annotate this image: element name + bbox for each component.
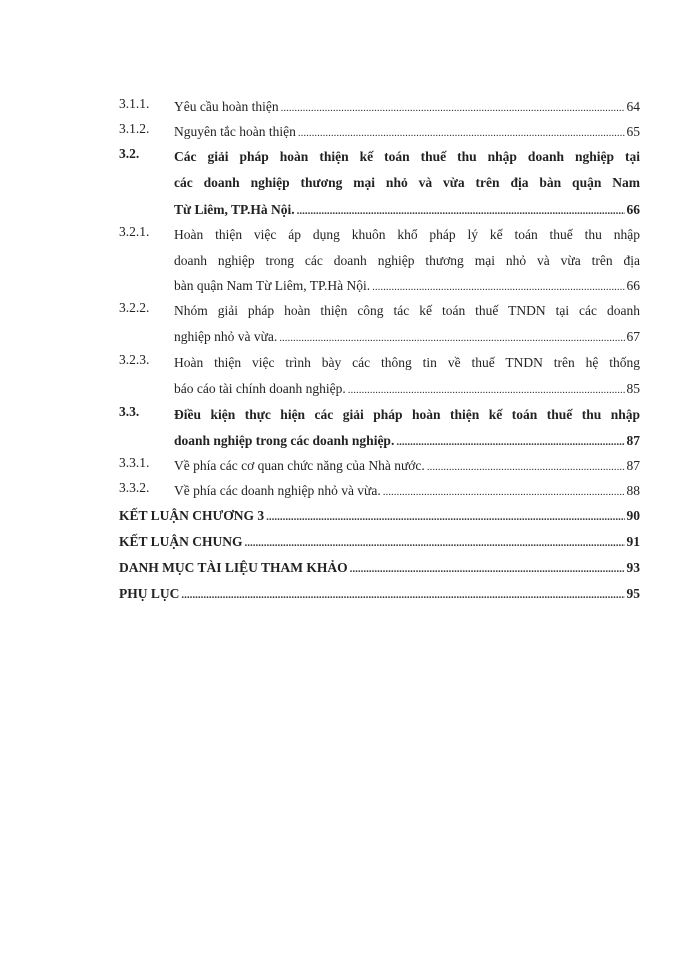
toc-line <box>174 404 640 425</box>
toc-title-line[interactable]: Các giải pháp hoàn thiện kế toán thuế thu nhập doanh nghiệp tại <box>174 149 640 164</box>
toc-title[interactable]: Về phía các doanh nghiệp nhỏ và vừa. <box>174 483 381 498</box>
toc-leader <box>279 328 624 349</box>
toc-page-number[interactable]: 91 <box>626 534 640 549</box>
toc-title[interactable]: Về phía các cơ quan chức năng của Nhà nước. <box>174 458 425 473</box>
toc-title-line[interactable]: các doanh nghiệp thương mại nhỏ và vừa trên địa bàn quận Nam <box>174 175 640 190</box>
toc-title[interactable]: Yêu cầu hoàn thiện <box>174 99 279 114</box>
toc-page-number[interactable]: 85 <box>626 381 640 396</box>
toc-leader <box>396 432 624 453</box>
toc-line <box>174 455 640 476</box>
toc-number: 3.2.2. <box>119 300 150 315</box>
toc-line <box>174 326 640 347</box>
toc-page-number[interactable]: 90 <box>626 508 640 523</box>
toc-title-line[interactable]: Điều kiện thực hiện các giải pháp hoàn thiện kế toán thuế thu nhập <box>174 407 640 422</box>
toc-page-number[interactable]: 95 <box>626 586 640 601</box>
toc-leader <box>181 585 624 606</box>
toc-leader <box>298 123 625 144</box>
toc-page-number[interactable]: 87 <box>626 458 640 473</box>
toc-page-number[interactable]: 67 <box>626 329 640 344</box>
toc-leader <box>350 559 625 580</box>
toc-title[interactable]: KẾT LUẬN CHƯƠNG 3 <box>119 508 265 523</box>
toc-page-number[interactable]: 64 <box>626 99 640 114</box>
toc-line <box>174 275 640 296</box>
toc-line <box>174 480 640 501</box>
toc-line <box>174 199 640 220</box>
toc-page-number[interactable]: 87 <box>626 433 640 448</box>
toc-number: 3.3. <box>119 404 140 419</box>
toc-line <box>119 531 640 552</box>
toc-line <box>119 557 640 578</box>
toc-line <box>119 583 640 604</box>
toc-number: 3.2.1. <box>119 224 150 239</box>
toc-page-number[interactable]: 65 <box>626 124 640 139</box>
toc-line <box>174 224 640 245</box>
toc-number: 3.3.1. <box>119 455 150 470</box>
toc-page-number[interactable]: 93 <box>626 560 640 575</box>
toc-line <box>174 96 640 117</box>
toc-title[interactable]: KẾT LUẬN CHUNG <box>119 534 243 549</box>
toc-page-number[interactable]: 66 <box>626 202 640 217</box>
toc-leader <box>383 482 625 503</box>
toc-title-line[interactable]: doanh nghiệp trong các doanh nghiệp thương mại nhỏ và vừa trên địa <box>174 253 640 268</box>
toc-title[interactable]: báo cáo tài chính doanh nghiệp. <box>174 381 346 396</box>
toc-line <box>174 378 640 399</box>
toc-title-line[interactable]: Nhóm giải pháp hoàn thiện công tác kế toán thuế TNDN tại các doanh <box>174 303 640 318</box>
toc-page-number[interactable]: 88 <box>626 483 640 498</box>
toc-leader <box>266 507 624 528</box>
toc-title[interactable]: nghiệp nhỏ và vừa. <box>174 329 278 344</box>
toc-page-number[interactable]: 66 <box>626 278 640 293</box>
toc-number: 3.2. <box>119 146 140 161</box>
toc-leader <box>281 98 625 119</box>
toc-leader <box>372 277 624 298</box>
toc-leader <box>245 533 625 554</box>
toc-number: 3.1.1. <box>119 96 150 111</box>
toc-line <box>174 250 640 271</box>
toc-number: 3.3.2. <box>119 480 150 495</box>
toc-number: 3.1.2. <box>119 121 150 136</box>
toc-leader <box>348 380 625 401</box>
toc-title[interactable]: doanh nghiệp trong các doanh nghiệp. <box>174 433 395 448</box>
toc-title[interactable]: PHỤ LỤC <box>119 586 180 601</box>
toc-title-line[interactable]: Hoàn thiện việc áp dụng khuôn khổ pháp lý kế toán thuế thu nhập <box>174 227 640 242</box>
toc-line <box>119 505 640 526</box>
toc-title[interactable]: Từ Liêm, TP.Hà Nội. <box>174 202 295 217</box>
toc-line <box>174 430 640 451</box>
toc-title[interactable]: DANH MỤC TÀI LIỆU THAM KHẢO <box>119 560 348 575</box>
toc-line <box>174 121 640 142</box>
toc-title-line[interactable]: Hoàn thiện việc trình bày các thông tin về thuế TNDN trên hệ thống <box>174 355 640 370</box>
toc-line <box>174 352 640 373</box>
toc-leader <box>297 201 625 222</box>
toc-line <box>174 172 640 193</box>
toc-title[interactable]: bàn quận Nam Từ Liêm, TP.Hà Nội. <box>174 278 371 293</box>
toc-line <box>174 146 640 167</box>
toc-title[interactable]: Nguyên tắc hoàn thiện <box>174 124 296 139</box>
toc-leader <box>427 457 625 478</box>
toc-line <box>174 300 640 321</box>
toc-number: 3.2.3. <box>119 352 150 367</box>
